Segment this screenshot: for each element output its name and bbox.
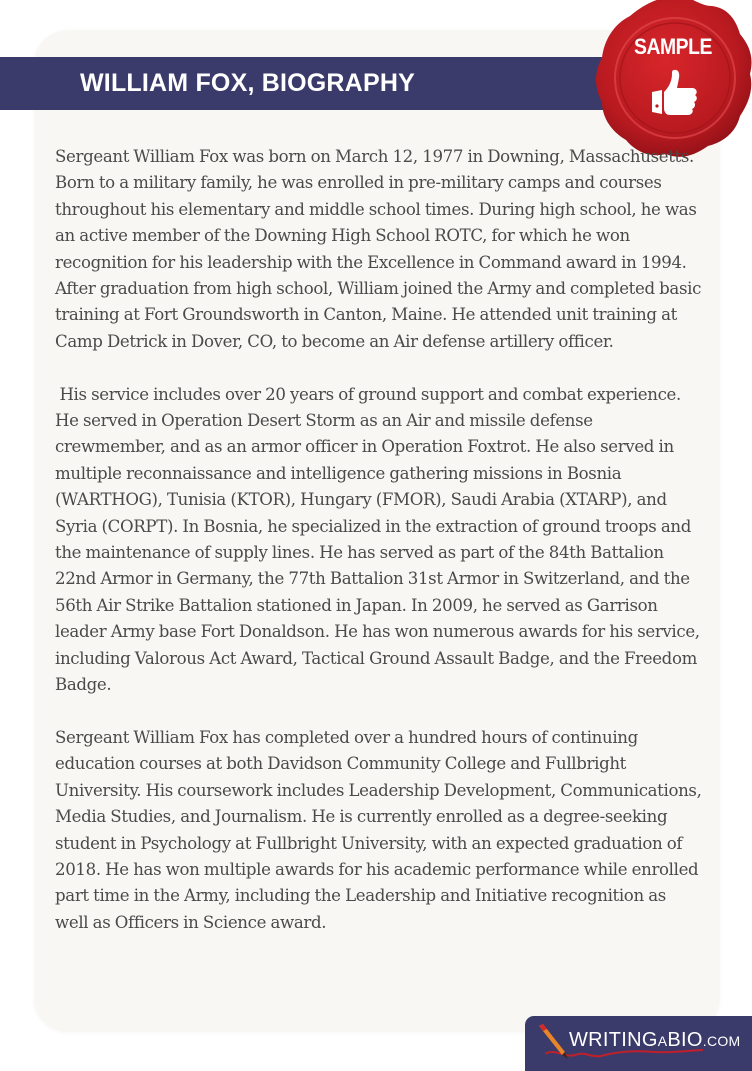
- paragraph-education: Sergeant William Fox has completed over a hundred hours of continuing education courses at both Davidson Community College and Fullbright University. His coursework includes Leadership Development, Communications, Media Studies, and Journalism. He is currently enrolled as a degree-seeking student in Psychology at Fullbright University, with an expected graduation of 2018. He has won multiple awards for his academic performance while enrolled part time in the Army, including the Leadership and Initiative recognition as well as Officers in Science award.: [55, 727, 702, 932]
- thumbs-up-icon: [650, 68, 700, 116]
- paragraph-service: His service includes over 20 years of ground support and combat experience. He served in Operation Desert Storm as an Air and missile defense crewmember, and as an armor officer in Operation Foxtrot. He also served in multiple reconnaissance and intelligence gathering missions in Bosnia (WARTHOG), Tunisia (KTOR), Hungary (FMOR), Saudi Arabia (XTARP), and Syria (CORPT). In Bosnia, he specialized in the extraction of ground troops and the maintenance of supply lines. He has served as part of the 84th Battalion 22nd Armor in Germany, the 77th Battalion 31st Armor in Switzerland, and the 56th Air Strike Battalion stationed in Japan. In 2009, he served as Garrison leader Army base Fort Donaldson. He has won numerous awards for his service, including Valorous Act Award, Tactical Ground Assault Badge, and the Freedom Badge.: [55, 384, 705, 695]
- title-banner: [0, 57, 625, 110]
- seal-label: SAMPLE: [633, 34, 713, 59]
- sample-seal: [590, 0, 752, 164]
- logo-text: WRITINGABIO.COM: [569, 1029, 741, 1051]
- biography-body: [55, 144, 703, 963]
- paragraph-early-life: Sergeant William Fox was born on March 12, 1977 in Downing, Massachusetts. Born to a military family, he was enrolled in pre-military camps and courses throughout his elementary and middle school times. During high school, he was an active member of the Downing High School ROTC, for which he won recognition for his leadership with the Excellence in Command award in 1994. After graduation from high school, William joined the Army and completed basic training at Fort Groundsworth in Canton, Maine. He attended unit training at Camp Detrick in Dover, CO, to become an Air defense artillery officer.: [55, 147, 702, 351]
- page-title: WILLIAM FOX, BIOGRAPHY: [80, 69, 415, 97]
